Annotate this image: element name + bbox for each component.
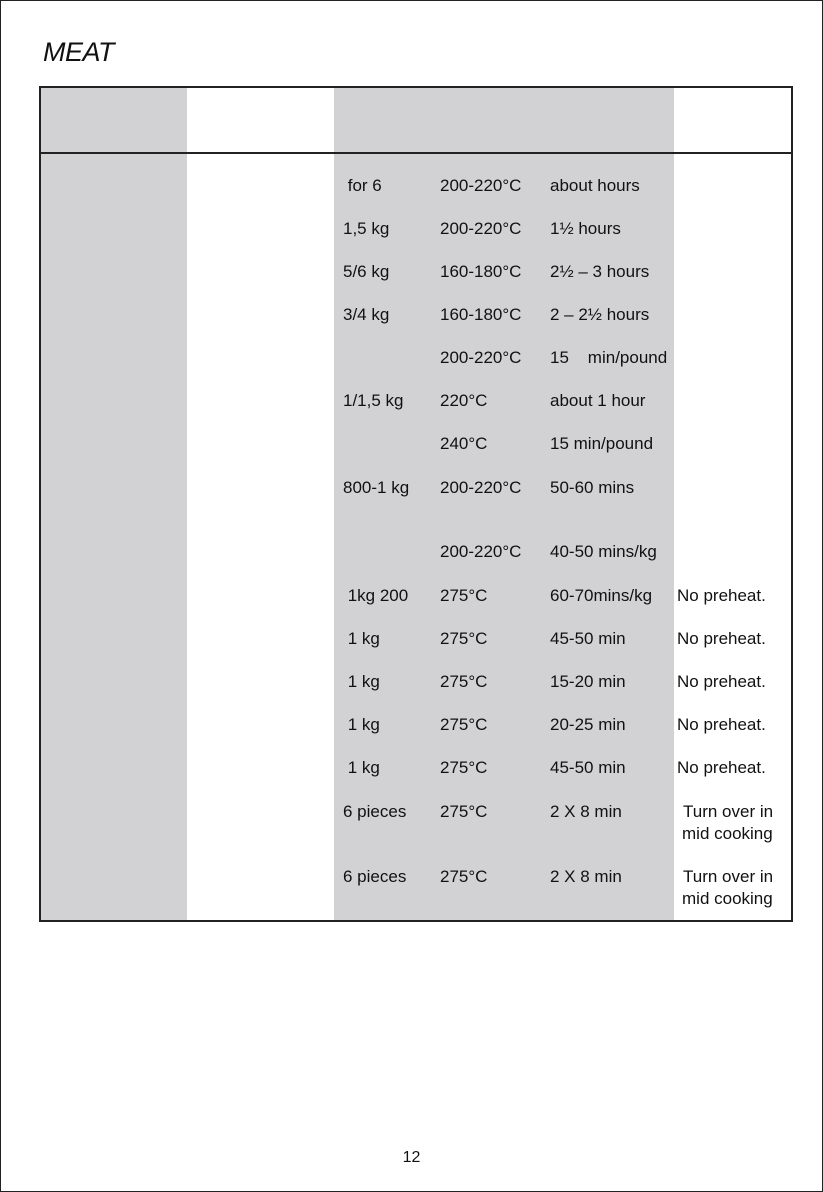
table-cell-time: 45-50 min xyxy=(550,758,626,777)
table-column-shaded xyxy=(334,88,674,920)
table-cell-weight: 1 kg xyxy=(343,672,380,691)
table-cell-time: 2 – 2½ hours xyxy=(550,305,650,324)
table-cell-weight: 1 kg xyxy=(343,758,380,777)
table-cell-temperature: 200-220°C xyxy=(440,348,522,367)
page-title: MEAT xyxy=(43,37,114,67)
table-cell-time: 60-70mins/kg xyxy=(550,586,653,605)
table-cell-time: 40-50 mins/kg xyxy=(550,542,657,561)
table-cell-weight: 1 kg xyxy=(343,715,380,734)
table-cell-temperature: 160-180°C xyxy=(440,262,522,281)
table-cell-note: No preheat. xyxy=(677,758,766,777)
table-cell-weight: 1 kg xyxy=(343,629,380,648)
table-cell-time: 2 X 8 min xyxy=(550,802,622,821)
table-cell-weight: 3/4 kg xyxy=(343,305,390,324)
cooking-table xyxy=(39,86,793,922)
table-cell-temperature: 275°C xyxy=(440,802,488,821)
table-column-shaded xyxy=(41,88,187,920)
table-cell-weight: 1,5 kg xyxy=(343,219,390,238)
table-cell-time: 15 min/pound xyxy=(550,434,654,453)
table-cell-time: 2½ – 3 hours xyxy=(550,262,650,281)
table-cell-weight: 1/1,5 kg xyxy=(343,391,404,410)
table-cell-note: Turn over in xyxy=(683,802,774,821)
table-cell-weight: 6 pieces xyxy=(343,802,407,821)
table-cell-temperature: 200-220°C xyxy=(440,542,522,561)
table-cell-temperature: 200-220°C xyxy=(440,176,522,195)
table-cell-note-line2: mid cooking xyxy=(682,824,773,843)
table-cell-weight: 800-1 kg xyxy=(343,478,410,497)
table-cell-temperature: 275°C xyxy=(440,758,488,777)
table-cell-temperature: 240°C xyxy=(440,434,488,453)
table-cell-time: about 1 hour xyxy=(550,391,646,410)
table-cell-temperature: 200-220°C xyxy=(440,478,522,497)
table-cell-time: 15-20 min xyxy=(550,672,626,691)
table-cell-note: No preheat. xyxy=(677,586,766,605)
table-cell-weight: 6 pieces xyxy=(343,867,407,886)
table-cell-temperature: 275°C xyxy=(440,715,488,734)
table-cell-temperature: 160-180°C xyxy=(440,305,522,324)
table-cell-time: 45-50 min xyxy=(550,629,626,648)
table-cell-note: Turn over in xyxy=(683,867,774,886)
table-cell-temperature: 275°C xyxy=(440,672,488,691)
table-cell-time: 1½ hours xyxy=(550,219,621,238)
table-cell-weight: 5/6 kg xyxy=(343,262,390,281)
table-cell-time: 50-60 mins xyxy=(550,478,635,497)
table-cell-temperature: 275°C xyxy=(440,586,488,605)
table-column-blank xyxy=(674,88,791,920)
table-cell-weight: 1kg 200 xyxy=(343,586,409,605)
table-cell-note: No preheat. xyxy=(677,672,766,691)
table-cell-note: No preheat. xyxy=(677,629,766,648)
table-cell-weight: for 6 xyxy=(343,176,382,195)
table-column-blank xyxy=(187,88,334,920)
table-cell-temperature: 220°C xyxy=(440,391,488,410)
table-cell-time: 20-25 min xyxy=(550,715,626,734)
table-cell-note: No preheat. xyxy=(677,715,766,734)
table-cell-time: about hours xyxy=(550,176,640,195)
header-divider xyxy=(41,152,791,154)
table-cell-time: 15 min/pound xyxy=(550,348,668,367)
table-cell-temperature: 275°C xyxy=(440,867,488,886)
table-cell-temperature: 200-220°C xyxy=(440,219,522,238)
table-cell-note-line2: mid cooking xyxy=(682,889,773,908)
page-number: 12 xyxy=(402,1149,421,1166)
table-cell-temperature: 275°C xyxy=(440,629,488,648)
table-cell-time: 2 X 8 min xyxy=(550,867,622,886)
